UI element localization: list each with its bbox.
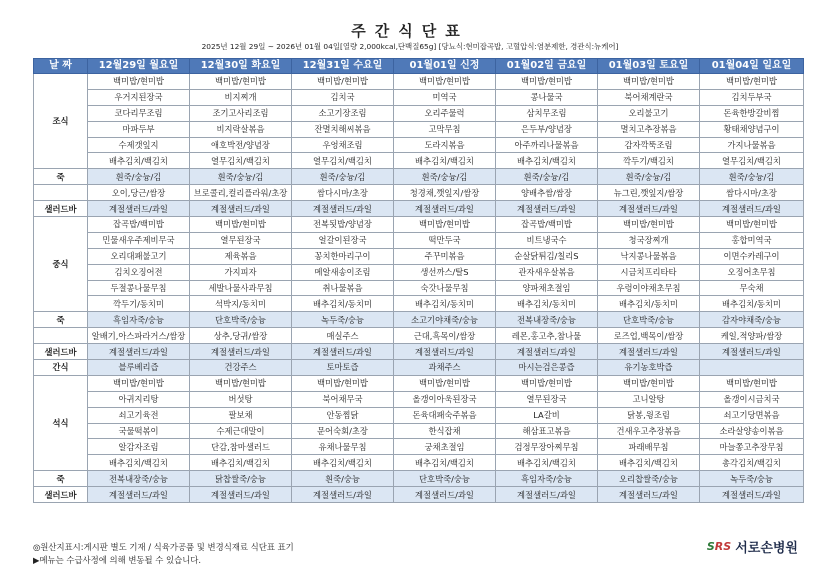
menu-row — [34, 105, 804, 121]
menu-cell: 은두부/양념장 — [496, 121, 598, 137]
menu-cell: 오징어초무침 — [700, 264, 804, 280]
menu-cell: 가지피자 — [190, 264, 292, 280]
menu-cell: 청경채,깻잎지/쌈장 — [394, 185, 496, 201]
menu-cell: 잡곡밥/백미밥 — [496, 217, 598, 233]
menu-cell: 배추김치/백김치 — [598, 455, 700, 471]
menu-cell: LA갈비 — [496, 407, 598, 423]
menu-row — [34, 121, 804, 137]
menu-cell: 케일,적양파/쌈장 — [700, 328, 804, 344]
menu-cell: 관자새우살볶음 — [496, 264, 598, 280]
menu-cell: 배추김치/백김치 — [496, 153, 598, 169]
menu-cell: 비트냉국수 — [496, 232, 598, 248]
menu-cell: 계절샐러드/과일 — [700, 201, 804, 217]
menu-cell: 배추김치/백김치 — [394, 455, 496, 471]
menu-row — [34, 217, 804, 233]
menu-cell: 계절샐러드/과일 — [394, 201, 496, 217]
menu-cell: 백미밥/현미밥 — [394, 217, 496, 233]
menu-cell: 백미밥/현미밥 — [394, 74, 496, 90]
menu-cell: 고막무침 — [394, 121, 496, 137]
menu-cell: 소라살양송이볶음 — [700, 423, 804, 439]
menu-cell: 계절샐러드/과일 — [394, 344, 496, 360]
menu-cell: 궁채초절임 — [394, 439, 496, 455]
meal-label: 죽 — [34, 169, 88, 185]
menu-cell: 콩나물국 — [496, 89, 598, 105]
menu-cell: 배추김치/백김치 — [496, 455, 598, 471]
menu-cell: 버섯탕 — [190, 391, 292, 407]
menu-row — [34, 312, 804, 328]
header-corner: 날 짜 — [34, 59, 88, 74]
menu-cell: 세발나물사과무침 — [190, 280, 292, 296]
menu-cell: 레몬,홍고추,참나물 — [496, 328, 598, 344]
menu-cell: 흰죽/숭늉/김 — [496, 169, 598, 185]
menu-cell: 백미밥/현미밥 — [598, 74, 700, 90]
menu-cell: 흰죽/숭늉/김 — [700, 169, 804, 185]
menu-cell: 파래배무침 — [598, 439, 700, 455]
menu-row — [34, 74, 804, 90]
hospital-logo — [707, 537, 798, 556]
menu-cell: 해삼표고볶음 — [496, 423, 598, 439]
menu-cell: 계절샐러드/과일 — [598, 201, 700, 217]
meal-label: 샐러드바 — [34, 201, 88, 217]
menu-cell: 꽁치한마리구이 — [292, 248, 394, 264]
menu-cell: 계절샐러드/과일 — [598, 487, 700, 503]
menu-cell: 배추김치/백김치 — [190, 455, 292, 471]
menu-cell: 배추김치/백김치 — [394, 153, 496, 169]
page-subtitle: 2025년 12월 29일 ~ 2026년 01월 04일[열량 2,000kcal,단백질65g] [당뇨식:현미잡곡밥, 고혈압식:염분제한, 경관식:뉴케어] — [201, 42, 619, 51]
menu-cell: 가지나물볶음 — [700, 137, 804, 153]
menu-cell: 계절샐러드/과일 — [88, 201, 190, 217]
menu-cell: 백미밥/현미밥 — [700, 217, 804, 233]
menu-cell: 미역국 — [394, 89, 496, 105]
menu-cell: 흰죽/숭늉/김 — [292, 169, 394, 185]
menu-cell: 쌈다시마/초장 — [700, 185, 804, 201]
menu-cell: 배추김치/동치미 — [394, 296, 496, 312]
menu-cell: 단호박죽/숭늉 — [598, 312, 700, 328]
menu-cell: 깍두기/백김치 — [598, 153, 700, 169]
menu-cell: 낙지콩나물볶음 — [598, 248, 700, 264]
menu-cell: 소고기장조림 — [292, 105, 394, 121]
menu-cell: 백미밥/현미밥 — [496, 74, 598, 90]
menu-cell: 배추김치/백김치 — [292, 455, 394, 471]
menu-cell: 주꾸미볶음 — [394, 248, 496, 264]
menu-cell: 유채나물무침 — [292, 439, 394, 455]
menu-cell: 수제갯잎지 — [88, 137, 190, 153]
menu-cell: 삼치무조림 — [496, 105, 598, 121]
menu-cell: 계절샐러드/과일 — [190, 344, 292, 360]
menu-cell: 올갱이시금치국 — [700, 391, 804, 407]
menu-cell: 계절샐러드/과일 — [598, 344, 700, 360]
menu-cell: 흑임자죽/숭늉 — [88, 312, 190, 328]
menu-cell: 계절샐러드/과일 — [190, 201, 292, 217]
menu-cell: 배추김치/백김치 — [88, 153, 190, 169]
origin-note: ◎원산지표시:게시판 별도 기재 / 식육가공품 및 변경식재료 식단표 표기 — [33, 542, 294, 552]
menu-row — [34, 248, 804, 264]
header-day: 12월29일 월요일 — [88, 59, 190, 74]
menu-cell: 우엉채조림 — [292, 137, 394, 153]
menu-cell: 오리대패불고기 — [88, 248, 190, 264]
menu-cell: 배추김치/백김치 — [88, 455, 190, 471]
menu-cell: 검정무장아찌무침 — [496, 439, 598, 455]
menu-cell: 토마토즙 — [292, 360, 394, 376]
menu-row — [34, 439, 804, 455]
meal-label: 샐러드바 — [34, 487, 88, 503]
menu-cell: 흰죽/숭늉 — [292, 471, 394, 487]
menu-cell: 감자깍뚝조림 — [598, 137, 700, 153]
menu-cell: 깍두기/동치미 — [88, 296, 190, 312]
menu-cell: 단호박죽/숭늉 — [190, 312, 292, 328]
menu-cell: 전복내장죽/숭늉 — [496, 312, 598, 328]
meal-label — [34, 328, 88, 344]
menu-cell: 배추김치/동치미 — [292, 296, 394, 312]
menu-row — [34, 280, 804, 296]
header-day: 12월30일 화요일 — [190, 59, 292, 74]
header-day: 01월04일 일요일 — [700, 59, 804, 74]
page-title: 주간식단표 — [351, 22, 469, 40]
menu-cell: 단감,참마샐러드 — [190, 439, 292, 455]
menu-cell: 쌈다시마/초장 — [292, 185, 394, 201]
menu-cell: 백미밥/현미밥 — [598, 375, 700, 391]
header-row — [34, 59, 804, 74]
menu-cell: 닭봉,윙조림 — [598, 407, 700, 423]
menu-cell — [700, 360, 804, 376]
menu-cell: 아주까리나물볶음 — [496, 137, 598, 153]
menu-row — [34, 153, 804, 169]
menu-cell: 알배기,아스파라거스/쌈장 — [88, 328, 190, 344]
menu-cell: 백미밥/현미밥 — [496, 375, 598, 391]
menu-cell: 취나물볶음 — [292, 280, 394, 296]
menu-cell: 돈육대패숙주볶음 — [394, 407, 496, 423]
menu-cell: 돈육한방갈비찜 — [700, 105, 804, 121]
menu-cell: 백미밥/현미밥 — [700, 375, 804, 391]
menu-cell: 수제근대말이 — [190, 423, 292, 439]
menu-cell: 계절샐러드/과일 — [88, 487, 190, 503]
menu-cell: 근대,흑목이/쌈장 — [394, 328, 496, 344]
meal-label: 죽 — [34, 471, 88, 487]
header-day: 01월03일 토요일 — [598, 59, 700, 74]
menu-cell: 양파채초절임 — [496, 280, 598, 296]
menu-cell: 김치두부국 — [700, 89, 804, 105]
menu-cell: 녹두죽/숭늉 — [292, 312, 394, 328]
menu-row — [34, 169, 804, 185]
menu-body — [34, 74, 804, 503]
menu-cell: 국물떡볶이 — [88, 423, 190, 439]
menu-cell: 우렁이야채초무침 — [598, 280, 700, 296]
menu-cell: 떡만두국 — [394, 232, 496, 248]
menu-cell: 유기농호박즙 — [598, 360, 700, 376]
meal-label: 샐러드바 — [34, 344, 88, 360]
menu-cell: 도라지볶음 — [394, 137, 496, 153]
menu-row — [34, 391, 804, 407]
menu-cell: 숙갓나물무침 — [394, 280, 496, 296]
menu-cell: 녹두죽/숭늉 — [700, 471, 804, 487]
menu-cell: 흰죽/숭늉/김 — [88, 169, 190, 185]
meal-label — [34, 185, 88, 201]
menu-row — [34, 344, 804, 360]
menu-row — [34, 471, 804, 487]
weekly-menu-table — [33, 58, 804, 503]
menu-cell: 계절샐러드/과일 — [292, 344, 394, 360]
menu-cell: 전복됫밥/양념장 — [292, 217, 394, 233]
change-note: ▶메뉴는 수급사정에 의해 변동될 수 있습니다. — [33, 555, 202, 565]
menu-cell: 고니알탕 — [598, 391, 700, 407]
menu-cell: 백미밥/현미밥 — [598, 217, 700, 233]
menu-cell: 얼갈이된장국 — [292, 232, 394, 248]
menu-row — [34, 232, 804, 248]
menu-cell: 배추김치/동치미 — [598, 296, 700, 312]
menu-cell: 계절샐러드/과일 — [700, 487, 804, 503]
menu-cell: 계절샐러드/과일 — [496, 201, 598, 217]
header-day: 12월31일 수요일 — [292, 59, 394, 74]
menu-cell: 계절샐러드/과일 — [190, 487, 292, 503]
menu-cell: 북어채계란국 — [598, 89, 700, 105]
menu-cell: 알감자조림 — [88, 439, 190, 455]
meal-label: 중식 — [34, 217, 88, 312]
menu-cell: 계절샐러드/과일 — [700, 344, 804, 360]
menu-cell: 잡곡밥/백미밥 — [88, 217, 190, 233]
menu-row — [34, 296, 804, 312]
meal-label: 조식 — [34, 74, 88, 169]
menu-cell: 계절샐러드/과일 — [496, 487, 598, 503]
menu-cell: 청국장찌개 — [598, 232, 700, 248]
menu-cell: 백미밥/현미밥 — [190, 217, 292, 233]
menu-cell: 우거지된장국 — [88, 89, 190, 105]
menu-row — [34, 137, 804, 153]
menu-cell: 쇠고기육전 — [88, 407, 190, 423]
menu-cell: 북어채무국 — [292, 391, 394, 407]
menu-cell: 김치국 — [292, 89, 394, 105]
meal-label: 석식 — [34, 375, 88, 470]
header-day: 01월01일 신정 — [394, 59, 496, 74]
menu-cell: 열무김치/백김치 — [700, 153, 804, 169]
menu-cell: 브로콜리,컬리플라워/초장 — [190, 185, 292, 201]
menu-cell: 마파두부 — [88, 121, 190, 137]
menu-cell: 백미밥/현미밥 — [88, 375, 190, 391]
hospital-name: 서로손병원 — [735, 541, 798, 556]
menu-cell: 쇠고기당면볶음 — [700, 407, 804, 423]
menu-cell: 백미밥/현미밥 — [394, 375, 496, 391]
menu-cell: 열무된장국 — [190, 232, 292, 248]
menu-cell: 이면수카레구이 — [700, 248, 804, 264]
menu-cell: 단호박죽/숭늉 — [394, 471, 496, 487]
menu-cell: 김치오징어전 — [88, 264, 190, 280]
menu-cell: 민물새우주제비무국 — [88, 232, 190, 248]
menu-cell: 마늘쫑고추장무침 — [700, 439, 804, 455]
meal-label: 간식 — [34, 360, 88, 376]
menu-cell: 안동찜닭 — [292, 407, 394, 423]
menu-cell: 흰죽/숭늉/김 — [190, 169, 292, 185]
menu-cell: 백미밥/현미밥 — [700, 74, 804, 90]
menu-cell: 석박지/동치미 — [190, 296, 292, 312]
menu-row — [34, 89, 804, 105]
menu-cell: 배추김치/동치미 — [700, 296, 804, 312]
menu-row — [34, 328, 804, 344]
menu-cell: 열무김치/백김치 — [292, 153, 394, 169]
menu-cell: 오리찹쌀죽/숭늉 — [598, 471, 700, 487]
menu-row — [34, 487, 804, 503]
menu-cell: 감자야채죽/숭늉 — [700, 312, 804, 328]
menu-cell: 잔멸치해씨볶음 — [292, 121, 394, 137]
menu-cell: 아귀지리탕 — [88, 391, 190, 407]
menu-cell: 한식잡채 — [394, 423, 496, 439]
menu-cell: 애호박전/양념장 — [190, 137, 292, 153]
menu-cell: 흑임자죽/숭늉 — [496, 471, 598, 487]
menu-cell: 코다리무조림 — [88, 105, 190, 121]
menu-cell: 상추,당귀/쌈장 — [190, 328, 292, 344]
menu-row — [34, 375, 804, 391]
menu-row — [34, 423, 804, 439]
menu-cell: 흰죽/숭늉/김 — [394, 169, 496, 185]
menu-cell: 제육볶음 — [190, 248, 292, 264]
menu-row — [34, 185, 804, 201]
menu-cell: 메알새송이조림 — [292, 264, 394, 280]
menu-cell: 과채주스 — [394, 360, 496, 376]
menu-cell: 열무된장국 — [496, 391, 598, 407]
menu-cell: 올갱이아욱된장국 — [394, 391, 496, 407]
menu-cell: 황태채양념구이 — [700, 121, 804, 137]
menu-cell: 오이,당근/쌈장 — [88, 185, 190, 201]
menu-cell: 조기고사리조림 — [190, 105, 292, 121]
menu-cell: 팔보채 — [190, 407, 292, 423]
menu-cell: 멸치고추장볶음 — [598, 121, 700, 137]
menu-cell: 열무김치/백김치 — [190, 153, 292, 169]
menu-cell: 백미밥/현미밥 — [88, 74, 190, 90]
menu-cell: 건새우고추장볶음 — [598, 423, 700, 439]
menu-cell: 닭찹쌀죽/숭늉 — [190, 471, 292, 487]
menu-cell: 소고기야채죽/숭늉 — [394, 312, 496, 328]
menu-row — [34, 407, 804, 423]
menu-cell: 백미밥/현미밥 — [190, 74, 292, 90]
menu-cell: 오리주물럭 — [394, 105, 496, 121]
menu-cell: 양배추쌈/쌈장 — [496, 185, 598, 201]
menu-cell: 계절샐러드/과일 — [292, 487, 394, 503]
menu-cell: 홍합미역국 — [700, 232, 804, 248]
menu-cell: 비지락살볶음 — [190, 121, 292, 137]
menu-row — [34, 360, 804, 376]
menu-cell: 매실주스 — [292, 328, 394, 344]
logo-mark-icon: SRS — [706, 540, 732, 553]
menu-cell: 계절샐러드/과일 — [496, 344, 598, 360]
menu-cell: 마시는검은콩즙 — [496, 360, 598, 376]
menu-cell: 생선까스/탈S — [394, 264, 496, 280]
menu-cell: 문어숙회/초장 — [292, 423, 394, 439]
meal-label: 죽 — [34, 312, 88, 328]
menu-row — [34, 264, 804, 280]
menu-cell: 뉴그린,깻잎지/쌈장 — [598, 185, 700, 201]
menu-cell: 블루베리즙 — [88, 360, 190, 376]
menu-cell: 무숙채 — [700, 280, 804, 296]
menu-cell: 백미밥/현미밥 — [190, 375, 292, 391]
menu-row — [34, 455, 804, 471]
menu-cell: 오리불고기 — [598, 105, 700, 121]
menu-cell: 배추김치/동치미 — [496, 296, 598, 312]
menu-row — [34, 201, 804, 217]
menu-cell: 시금치프리타타 — [598, 264, 700, 280]
menu-cell: 백미밥/현미밥 — [292, 74, 394, 90]
menu-cell: 순살닭튀김/칠리S — [496, 248, 598, 264]
header-day: 01월02일 금요일 — [496, 59, 598, 74]
menu-cell: 비지찌개 — [190, 89, 292, 105]
menu-cell: 흰죽/숭늉/김 — [598, 169, 700, 185]
menu-cell: 로즈업,백목이/쌈장 — [598, 328, 700, 344]
menu-cell: 총각김치/백김치 — [700, 455, 804, 471]
menu-cell: 계절샐러드/과일 — [292, 201, 394, 217]
menu-cell: 백미밥/현미밥 — [292, 375, 394, 391]
menu-cell: 건강주스 — [190, 360, 292, 376]
menu-cell: 계절샐러드/과일 — [88, 344, 190, 360]
menu-cell: 계절샐러드/과일 — [394, 487, 496, 503]
menu-cell: 두절콩나물무침 — [88, 280, 190, 296]
menu-cell: 전복내장죽/숭늉 — [88, 471, 190, 487]
